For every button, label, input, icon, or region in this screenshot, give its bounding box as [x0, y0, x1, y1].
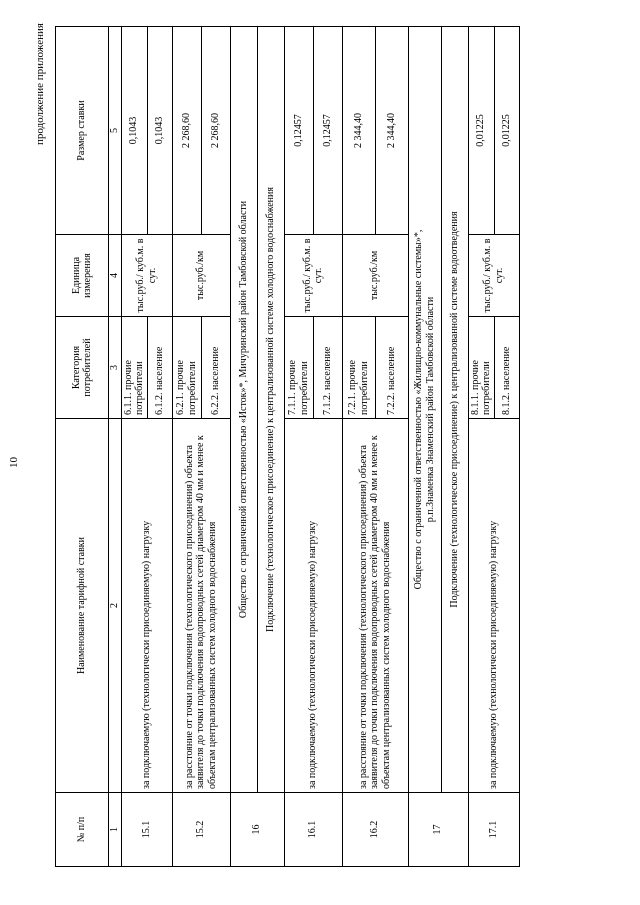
rate-value: 0,1043 — [147, 27, 172, 235]
table-row — [284, 27, 313, 867]
row-number: 15.2 — [172, 793, 230, 867]
table-row — [121, 27, 147, 867]
consumer-category: 7.1.1. прочие потребители — [284, 317, 313, 419]
consumer-category: 6.2.2. население — [201, 317, 230, 419]
consumer-category: 8.1.1. прочие потребители — [468, 317, 494, 419]
tariff-name: за подключаемую (технологически присоединяемую) нагрузку — [121, 419, 172, 793]
organization-name: Общество с ограниченной ответственностью «Исток»*, Мичуринский район Тамбовской области — [230, 27, 257, 793]
row-number: 15.1 — [121, 793, 172, 867]
col-index-1: 1 — [109, 793, 122, 867]
unit: тыс.руб./ куб.м. в сут. — [121, 235, 172, 317]
section-row — [408, 27, 441, 867]
consumer-category: 7.1.2. население — [313, 317, 342, 419]
tariff-name: за расстояние от точки подключения (технологического присоединения) объекта заявителя до точки подключения водопроводных сетей диаметром 40 мм и менее к объектам централизованных систем холодного водоснабжения — [342, 419, 408, 793]
header-unit: Единица измерения — [56, 235, 109, 317]
column-index-row — [109, 27, 122, 867]
row-number: 16 — [230, 793, 284, 867]
table-row — [468, 27, 494, 867]
rate-value: 0,1043 — [121, 27, 147, 235]
table-row — [342, 27, 375, 867]
tariff-name: за подключаемую (технологически присоединяемую) нагрузку — [468, 419, 519, 793]
connection-type: Подключение (технологическое присоединение) к централизованной системе водоотведения — [441, 27, 468, 793]
rate-value: 0,01225 — [494, 27, 519, 235]
section-subrow — [441, 27, 468, 867]
col-index-4: 4 — [109, 235, 122, 317]
consumer-category: 6.1.1. прочие потребители — [121, 317, 147, 419]
rate-value: 0,12457 — [313, 27, 342, 235]
consumer-category: 8.1.2. население — [494, 317, 519, 419]
tariff-name: за расстояние от точки подключения (технологического присоединения) объекта заявителя до точки подключения водопроводных сетей диаметром 40 мм и менее к объектам централизованных систем холодного водоснабжения — [172, 419, 230, 793]
section-subrow — [257, 27, 284, 867]
col-index-3: 3 — [109, 317, 122, 419]
header-rate: Размер ставки — [56, 27, 109, 235]
continuation-note: продолжение приложения — [34, 23, 46, 145]
rate-value: 2 268,60 — [172, 27, 201, 235]
row-number: 16.1 — [284, 793, 342, 867]
organization-name-line-2: р.п.Знаменка Знаменский район Тамбовской области — [424, 296, 436, 523]
row-number: 16.2 — [342, 793, 408, 867]
tariff-table — [55, 26, 520, 867]
rate-value: 2 268,60 — [201, 27, 230, 235]
consumer-category: 6.1.2. население — [147, 317, 172, 419]
rate-value: 2 344,40 — [342, 27, 375, 235]
col-index-2: 2 — [109, 419, 122, 793]
tariff-name: за подключаемую (технологически присоединяемую) нагрузку — [284, 419, 342, 793]
rate-value: 2 344,40 — [375, 27, 408, 235]
rate-value: 0,12457 — [284, 27, 313, 235]
unit: тыс.руб./ куб.м. в сут. — [468, 235, 519, 317]
unit: тыс.руб./км — [172, 235, 230, 317]
table-row — [172, 27, 201, 867]
header-no: № п/п — [56, 793, 109, 867]
organization-name — [408, 27, 441, 793]
unit: тыс.руб./км — [342, 235, 408, 317]
row-number: 17.1 — [468, 793, 519, 867]
header-row — [56, 27, 109, 867]
rate-value: 0,01225 — [468, 27, 494, 235]
col-index-5: 5 — [109, 27, 122, 235]
organization-name-line-1: Общество с ограниченной ответственностью «Жилищно-коммунальные системы»*, — [413, 229, 424, 590]
header-name: Наименование тарифной ставки — [56, 419, 109, 793]
row-number: 17 — [408, 793, 468, 867]
header-category: Категория потребителей — [56, 317, 109, 419]
unit: тыс.руб./ куб.м. в сут. — [284, 235, 342, 317]
section-row — [230, 27, 257, 867]
page-number: 10 — [8, 457, 20, 468]
connection-type: Подключение (технологическое присоединение) к централизованной системе холодного водоснабжения — [257, 27, 284, 793]
consumer-category: 7.2.2. население — [375, 317, 408, 419]
consumer-category: 6.2.1. прочие потребители — [172, 317, 201, 419]
consumer-category: 7.2.1. прочие потребители — [342, 317, 375, 419]
